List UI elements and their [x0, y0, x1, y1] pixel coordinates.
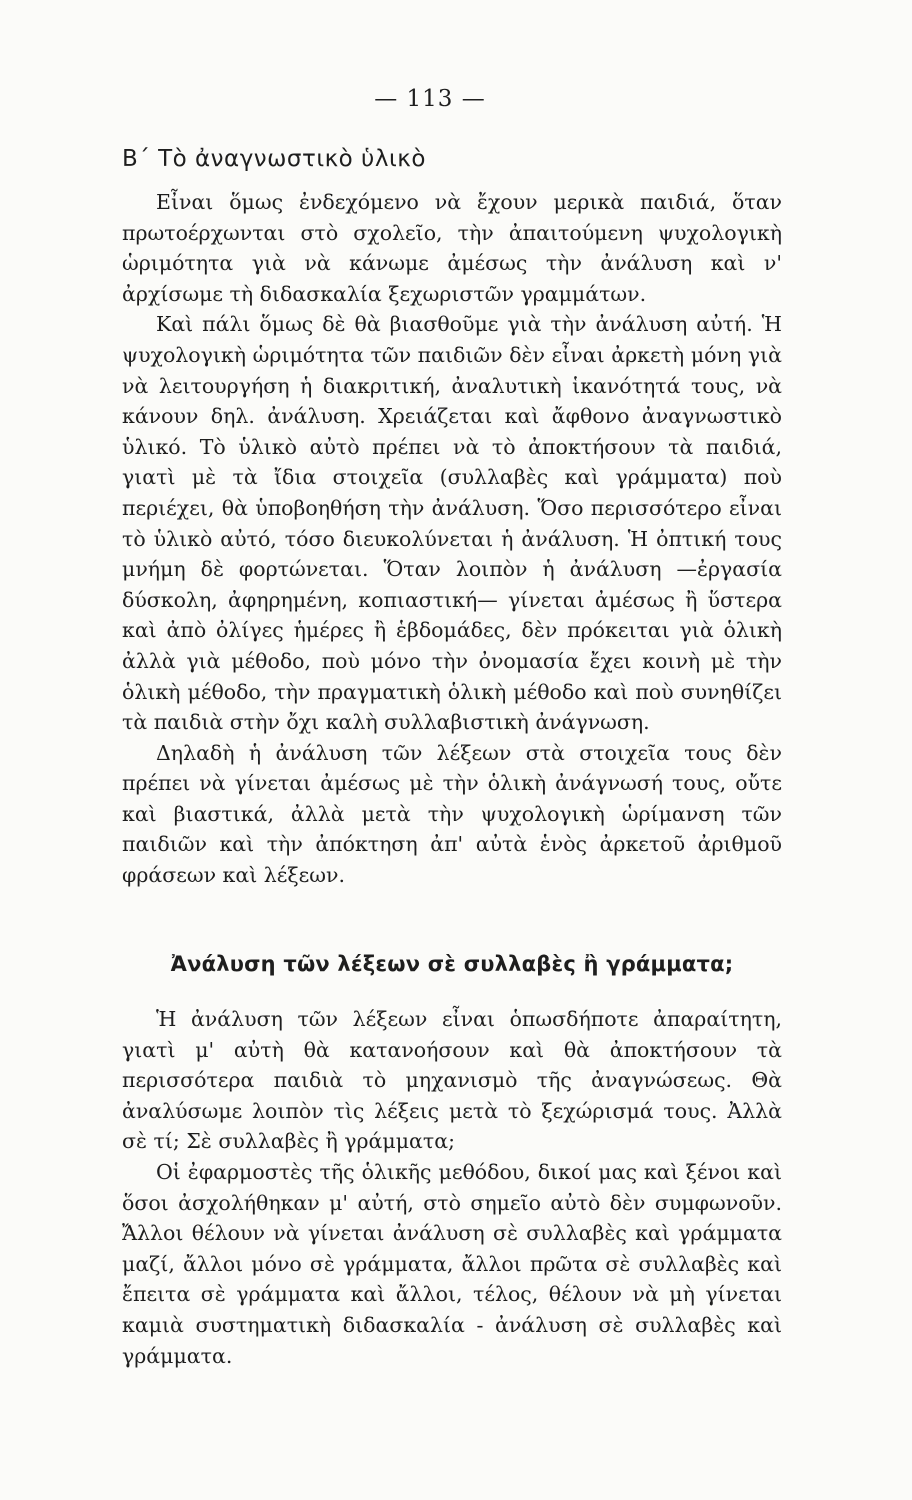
section-heading: Β΄ Τὸ ἀναγνωστικὸ ὑλικὸ — [122, 146, 426, 172]
subsection-heading: Ἀνάλυση τῶν λέξεων σὲ συλλαβὲς ἢ γράμματα; — [170, 952, 734, 976]
paragraph: Καὶ πάλι ὅμως δὲ θὰ βιασθοῦμε γιὰ τὴν ἀνάλυση αὐτή. Ἡ ψυχολογικὴ ὡριμότητα τῶν παιδιῶν δὲν εἶναι ἀρκετὴ μόνη γιὰ νὰ λειτουργήση ἡ διακριτική, ἀναλυτικὴ ἱκανότητά τους, νὰ κάνουν δηλ. ἀνάλυση. Χρειάζεται καὶ ἄφθονο ἀναγνωστικὸ ὑλικό. Τὸ ὑλικὸ αὐτὸ πρέπει νὰ τὸ ἀποκτήσουν τὰ παιδιά, γιατὶ μὲ τὰ ἴδια στοιχεῖα (συλλαβὲς καὶ γράμματα) ποὺ περιέχει, θὰ ὑποβοηθήση τὴν ἀνάλυση. Ὅσο περισσότερο εἶναι τὸ ὑλικὸ αὐτό, τόσο διευκολύνεται ἡ ἀνάλυση. Ἡ ὀπτική τους μνήμη δὲ φορτώνεται. Ὅταν λοιπὸν ἡ ἀνάλυση —ἐργασία δύσκολη, ἀφηρημένη, κοπιαστική— γίνεται ἀμέσως ἢ ὕστερα καὶ ἀπὸ ὀλίγες ἡμέρες ἢ ἑβδομάδες, δὲν πρόκειται γιὰ ὁλικὴ ἀλλὰ γιὰ μέθοδο, ποὺ μόνο τὴν ὀνομασία ἔχει κοινὴ μὲ τὴν ὁλικὴ μέθοδο, τὴν πραγματικὴ ὁλικὴ μέθοδο καὶ ποὺ συνηθίζει τὰ παιδιὰ στὴν ὄχι καλὴ συλλαβιστικὴ ἀνάγνωση. — [122, 312, 782, 735]
paragraph: Εἶναι ὅμως ἐνδεχόμενο νὰ ἔχουν μερικὰ παιδιά, ὅταν πρωτοέρχωνται στὸ σχολεῖο, τὴν ἀπαιτούμενη ψυχολογικὴ ὡριμότητα γιὰ νὰ κάνωμε ἀμέσως τὴν ἀνάλυση καὶ ν' ἀρχίσωμε τὴ διδασκαλία ξεχωριστῶν γραμμάτων. — [122, 190, 782, 306]
paragraph: Ἡ ἀνάλυση τῶν λέξεων εἶναι ὁπωσδήποτε ἀπαραίτητη, γιατὶ μ' αὐτὴ θὰ κατανοήσουν καὶ θὰ ἀποκτήσουν τὰ περισσότερα παιδιὰ τὸ μηχανισμὸ τῆς ἀναγνώσεως. Θὰ ἀναλύσωμε λοιπὸν τὶς λέξεις μετὰ τὸ ξεχώρισμά τους. Ἀλλὰ σὲ τί; Σὲ συλλαβὲς ἢ γράμματα; — [122, 1007, 782, 1154]
paragraph: Οἱ ἐφαρμοστὲς τῆς ὁλικῆς μεθόδου, δικοί μας καὶ ξένοι καὶ ὅσοι ἀσχολήθηκαν μ' αὐτή, στὸ σημεῖο αὐτὸ δὲν συμφωνοῦν. Ἄλλοι θέλουν νὰ γίνεται ἀνάλυση σὲ συλλαβὲς καὶ γράμματα μαζί, ἄλλοι μόνο σὲ γράμματα, ἄλλοι πρῶτα σὲ συλλαβὲς καὶ ἔπειτα σὲ γράμματα καὶ ἄλλοι, τέλος, θέλουν νὰ μὴ γίνεται καμιὰ συστηματικὴ διδασκαλία - ἀνάλυση σὲ συλλαβὲς καὶ γράμματα. — [122, 1159, 782, 1368]
paragraph: Δηλαδὴ ἡ ἀνάλυση τῶν λέξεων στὰ στοιχεῖα τους δὲν πρέπει νὰ γίνεται ἀμέσως μὲ τὴν ὁλικὴ ἀνάγνωσή τους, οὔτε καὶ βιαστικά, ἀλλὰ μετὰ τὴν ψυχολογικὴ ὡρίμανση τῶν παιδιῶν καὶ τὴν ἀπόκτηση ἀπ' αὐτὰ ἑνὸς ἀρκετοῦ ἀριθμοῦ φράσεων καὶ λέξεων. — [122, 740, 782, 888]
body-text-section-2 — [122, 1004, 782, 1371]
body-text-section-1 — [122, 187, 782, 891]
page-number: — 113 — — [374, 86, 486, 112]
